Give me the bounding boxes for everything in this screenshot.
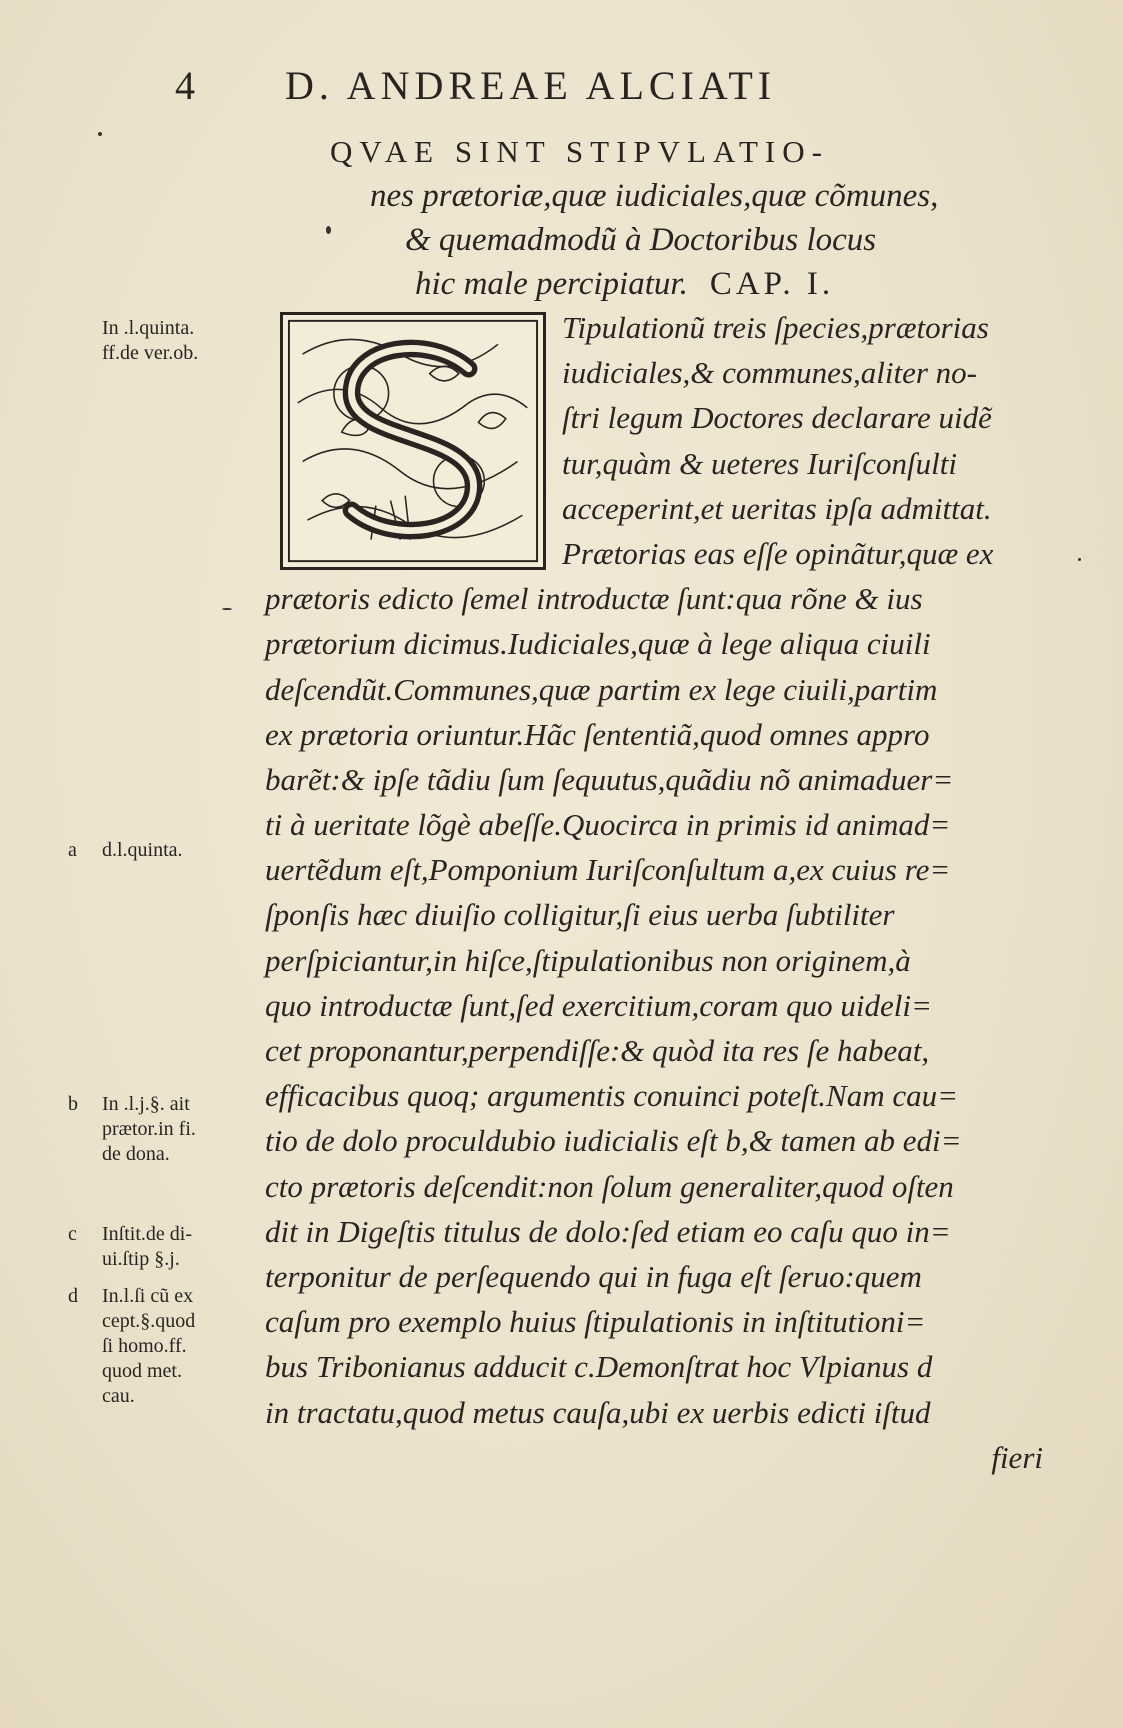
ink-speck	[98, 132, 102, 136]
text-line: Tipulationũ treis ſpecies,prætorias	[562, 310, 989, 345]
catchword: fieri	[991, 1439, 1043, 1475]
marginal-note-line: ſi homo.ff.	[102, 1335, 187, 1357]
footnote-letter: a	[68, 839, 77, 861]
text-line: ſponſis hæc diuiſio colligitur,ſi eius uerba ſubtiliter	[265, 897, 895, 933]
text-line: terponitur de perſequendo qui in fuga eſt ſeruo:quem	[265, 1258, 922, 1294]
text-line: Prætorias eas eſſe opinãtur,quæ ex	[562, 535, 994, 571]
text-line: perſpiciantur,in hiſce,ſtipulationibus non originem,à	[265, 942, 911, 978]
marginal-note-line: In .l.j.§. ait	[102, 1093, 190, 1115]
ink-speck	[326, 226, 331, 234]
running-header	[175, 62, 935, 112]
text-line: in tractatu,quod metus cauſa,ubi ex uerbis edicti iſtud	[265, 1394, 931, 1430]
footnote-letter: c	[68, 1223, 77, 1245]
text-line: ti à ueritate lõgè abeſſe.Quocirca in primis id animad=	[265, 807, 951, 843]
text-line: prætoris edicto ſemel introductæ ſunt:qua rõne & ius	[265, 581, 923, 617]
marginal-note-line: cept.§.quod	[102, 1310, 196, 1332]
marginal-note-line: prætor.in fi.	[102, 1118, 196, 1140]
text-line: caſum pro exemplo huius ſtipulationis in inſtitutioni=	[265, 1304, 926, 1340]
footnote-letter: d	[68, 1285, 78, 1307]
chapter-heading	[330, 130, 1030, 306]
marginal-note-line: cau.	[102, 1385, 135, 1407]
marginal-note-line: In.l.ſi cũ ex	[102, 1285, 194, 1307]
marginal-note-line: In .l.quinta.	[102, 317, 195, 339]
text-line: prætorium dicimus.Iudiciales,quæ à lege aliqua ciuili	[265, 626, 931, 662]
text-line: ex prætoria oriuntur.Hãc ſententiã,quod omnes appro	[265, 716, 930, 752]
text-line: tio de dolo proculdubio iudicialis eſt b,& tamen ab edi=	[265, 1123, 962, 1159]
marginal-note-line: quod met.	[102, 1360, 182, 1382]
marginal-note	[68, 1284, 263, 1409]
main-text	[265, 305, 1065, 1480]
heading-line-2: nes prætoriæ,quæ iudiciales,quæ cõmunes,	[370, 178, 939, 214]
chapter-label: CAP. I.	[709, 266, 835, 302]
text-line: acceperint,et ueritas ipſa admittat.	[562, 490, 992, 526]
text-line: cet proponantur,perpendiſſe:& quòd ita res ſe habeat,	[265, 1033, 930, 1068]
marginal-note	[68, 1092, 263, 1167]
text-line: tur,quàm & ueteres Iuriſconſulti	[562, 445, 957, 481]
text-line: barẽt:& ipſe tãdiu ſum ſequutus,quãdiu nõ animaduer=	[265, 761, 954, 797]
text-line: uertẽdum eſt,Pomponium Iuriſconſultum a,ex cuius re=	[265, 852, 951, 888]
heading-line-1: QVAE SINT STIPVLATIO-	[330, 134, 829, 169]
text-line: dit in Digeſtis titulus de dolo:ſed etiam eo caſu quo in=	[265, 1213, 951, 1249]
ink-speck	[222, 608, 232, 610]
marginal-note	[68, 1222, 263, 1272]
marginal-note-line: ui.ſtip §.j.	[102, 1248, 180, 1270]
ink-speck	[1078, 558, 1081, 561]
marginal-note-line: d.l.quinta.	[102, 839, 183, 861]
marginal-note	[68, 838, 263, 863]
text-line: efficacibus quoq; argumentis conuinci poteſt.Nam cau=	[265, 1078, 959, 1114]
marginal-note-line: de dona.	[102, 1143, 170, 1165]
text-line: iudiciales,& communes,aliter no-	[562, 355, 977, 391]
marginal-note	[68, 316, 263, 366]
marginal-note-line: ff.de ver.ob.	[102, 342, 199, 364]
heading-line-4: hic male percipiatur.	[415, 266, 688, 302]
text-line: deſcendũt.Communes,quæ partim ex lege ciuili,partim	[265, 671, 938, 707]
text-line: ſtri legum Doctores declarare uidẽ	[562, 400, 992, 436]
running-title: D. ANDREAE ALCIATI	[285, 63, 777, 108]
page-number: 4	[175, 63, 200, 108]
heading-line-3: & quemadmodũ à Doctoribus locus	[405, 222, 877, 258]
text-line: quo introductæ ſunt,ſed exercitium,coram quo uideli=	[265, 987, 932, 1023]
footnote-letter: b	[68, 1093, 78, 1115]
text-line: cto prætoris deſcendit:non ſolum generaliter,quod oſten	[265, 1168, 954, 1204]
text-line: bus Tribonianus adducit c.Demonſtrat hoc Vlpianus d	[265, 1349, 933, 1385]
marginal-note-line: Inſtit.de di-	[102, 1223, 192, 1245]
